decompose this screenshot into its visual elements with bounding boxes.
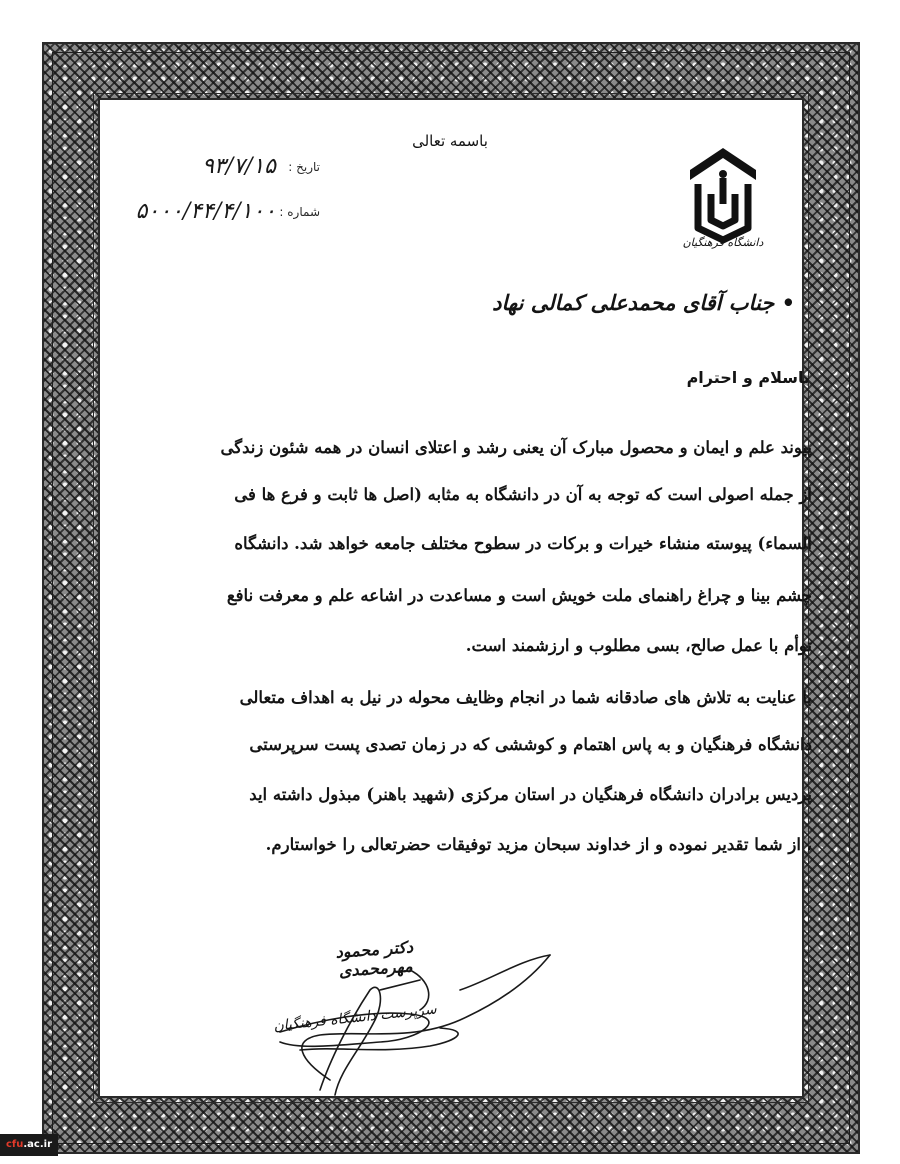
date-row <box>110 154 320 192</box>
number-label: شماره : <box>279 205 320 219</box>
addressee-line: • جناب آقای محمدعلی کمالی نهاد <box>492 290 795 315</box>
bismillah-heading: باسمه تعالی <box>412 132 488 150</box>
body-line: چشم بینا و چراغ راهنمای ملت خویش است و مساعدت در اشاعه علم و معرفت نافع <box>226 586 812 605</box>
logo-caption: دانشگاه فرهنگیان <box>682 236 764 249</box>
date-label: تاریخ : <box>288 160 320 174</box>
body-line: دانشگاه فرهنگیان و به پاس اهتمام و کوششی که در زمان تصدی پست سرپرستی <box>249 735 812 754</box>
signatory-title: سرپرست دانشگاه فرهنگیان <box>272 1001 438 1035</box>
greeting: باسلام و احترام <box>686 368 810 387</box>
body-line: ، از شما تقدیر نموده و از خداوند سبحان مزید توفیقات حضرتعالی را خواستارم. <box>265 835 812 854</box>
body-line: توأم با عمل صالح، بسی مطلوب و ارزشمند است. <box>465 636 812 655</box>
number-row <box>110 199 320 237</box>
body-line: پردیس برادران دانشگاه فرهنگیان در استان مرکزی (شهید باهنر) مبذول داشته اید <box>249 785 812 804</box>
body-line: پیوند علم و ایمان و محصول مبارک آن یعنی رشد و اعتلای انسان در همه شئون زندگی <box>220 438 812 457</box>
number-value: ۵۰۰۰/۴۴/۴/۱۰۰ <box>135 199 276 224</box>
body-line: السماء) پیوسته منشاء خیرات و برکات در سطوح مختلف جامعه خواهد شد. دانشگاه <box>234 534 812 553</box>
date-value: ۹۳/۷/۱۵ <box>202 154 276 179</box>
body-line: با عنایت به تلاش های صادقانه شما در انجام وظایف محوله در نیل به اهداف متعالی <box>239 688 812 707</box>
site-watermark: cfu.ac.ir <box>0 1134 58 1156</box>
body-line: از جمله اصولی است که توجه به آن در دانشگاه به مثابه (اصل ها ثابت و فرع ها فی <box>234 485 812 504</box>
signatory-name: دکتر محمود مهرمحمدی <box>335 937 414 981</box>
